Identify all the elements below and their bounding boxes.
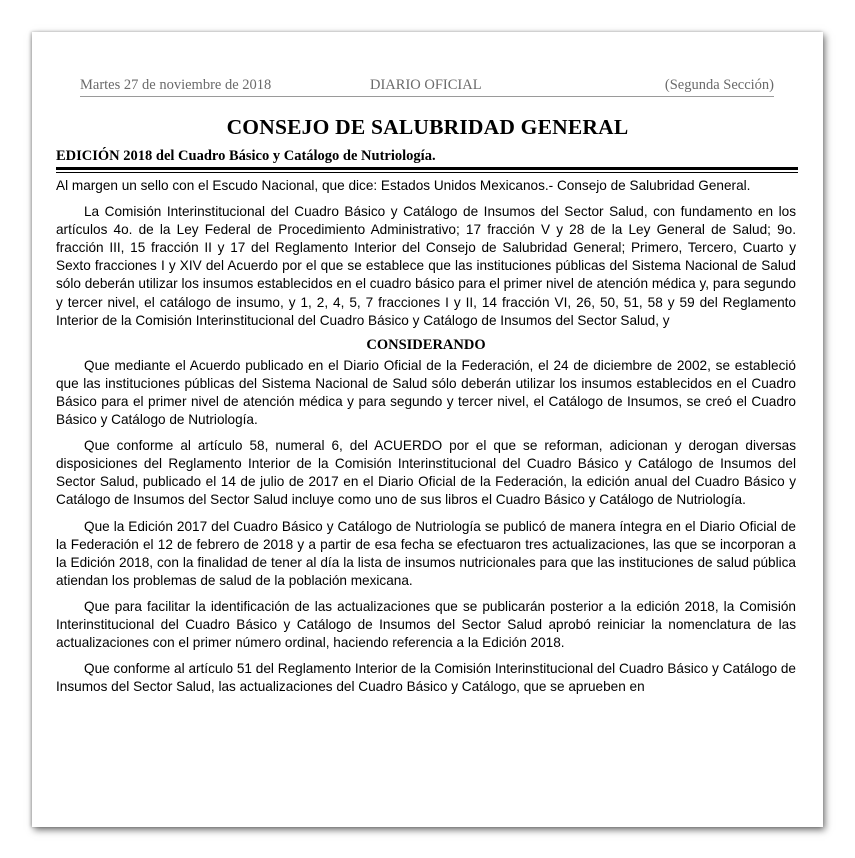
header-date: Martes 27 de noviembre de 2018 [80, 77, 272, 93]
title-divider-thin [56, 172, 798, 173]
intro-paragraph: La Comisión Interinstitucional del Cuadro Básico y Catálogo de Insumos del Sector Salud, con fundamento en los artículos 4o. de la Ley Federal de Procedimiento Administrativo; 17 fracción V y 28 de la Ley General de Salud; 9o. fracción III, 15 fracción II y 17 del Reglamento Interior del Consejo de Salubridad General; Primero, Tercero, Cuarto y Sexto fracciones I y XIV del Acuerdo por el que se establece que las instituciones públicas del Sistema Nacional de Salud sólo deberán utilizar los insumos establecidos en el cuadro básico para el primer nivel de atención médica y, para segundo y tercer nivel, el catálogo de insumo, y 1, 2, 4, 5, 7 fracciones I y II, 14 fracción VI, 26, 50, 51, 58 y 59 del Reglamento Interior de la Comisión Interinstitucional del Cuadro Básico y Catálogo de Insumos del Sector Salud, y [56, 204, 796, 328]
title-divider-thick [56, 167, 798, 170]
page-header [80, 77, 774, 95]
header-section: (Segunda Sección) [664, 77, 774, 93]
document-title: CONSEJO DE SALUBRIDAD GENERAL [226, 115, 629, 139]
body-paragraph: Que conforme al artículo 51 del Reglamento Interior de la Comisión Interinstitucional del Cuadro Básico y Catálogo de Insumos del Sector Salud, las actualizaciones del Cuadro Básico y Catálogo, que se aprueben en [56, 661, 796, 695]
document-subtitle: EDICIÓN 2018 del Cuadro Básico y Catálogo de Nutriología. [56, 148, 436, 164]
body-paragraph: Que conforme al artículo 58, numeral 6, del ACUERDO por el que se reforman, adicionan y derogan diversas disposiciones del Reglamento Interior de la Comisión Interinstitucional del Cuadro Básico y Catálogo de Insumos del Sector Salud, publicado el 14 de julio de 2017 en el Diario Oficial de la Federación, la edición anual del Cuadro Básico y Catálogo de Insumos del Sector Salud incluye como uno de sus libros el Cuadro Básico y Catálogo de Nutriología. [56, 438, 796, 508]
body-paragraph: Que para facilitar la identificación de las actualizaciones que se publicarán posterior a la edición 2018, la Comisión Interinstitucional del Cuadro Básico y Catálogo de Insumos del Sector Salud aprobó reiniciar la nomenclatura de las actualizaciones con el primer número ordinal, haciendo referencia a la Edición 2018. [56, 598, 796, 651]
seal-note: Al margen un sello con el Escudo Nacional, que dice: Estados Unidos Mexicanos.- Consejo de Salubridad General. [56, 178, 751, 193]
header-publication: DIARIO OFICIAL [370, 77, 482, 93]
considerando-heading: CONSIDERANDO [366, 336, 486, 353]
document-page [32, 32, 823, 827]
header-divider [80, 96, 774, 97]
body-paragraph: Que mediante el Acuerdo publicado en el Diario Oficial de la Federación, el 24 de diciembre de 2002, se estableció que las instituciones públicas del Sistema Nacional de Salud sólo deberán utilizar los insumos establecidos en el Cuadro Básico para el primer nivel de atención médica y para segundo y tercer nivel, el Catálogo de Insumos, se creó el Cuadro Básico y Catálogo de Nutriología. [56, 357, 796, 428]
document-body [56, 177, 796, 696]
body-paragraph: Que la Edición 2017 del Cuadro Básico y Catálogo de Nutriología se publicó de manera íntegra en el Diario Oficial de la Federación el 12 de febrero de 2018 y a partir de esa fecha se efectuaron tres actualizaciones, las que se incorporan a la Edición 2018, con la finalidad de tener al día la lista de insumos nutricionales para que las instituciones de salud pública atiendan los problemas de salud de la población mexicana. [56, 518, 796, 588]
